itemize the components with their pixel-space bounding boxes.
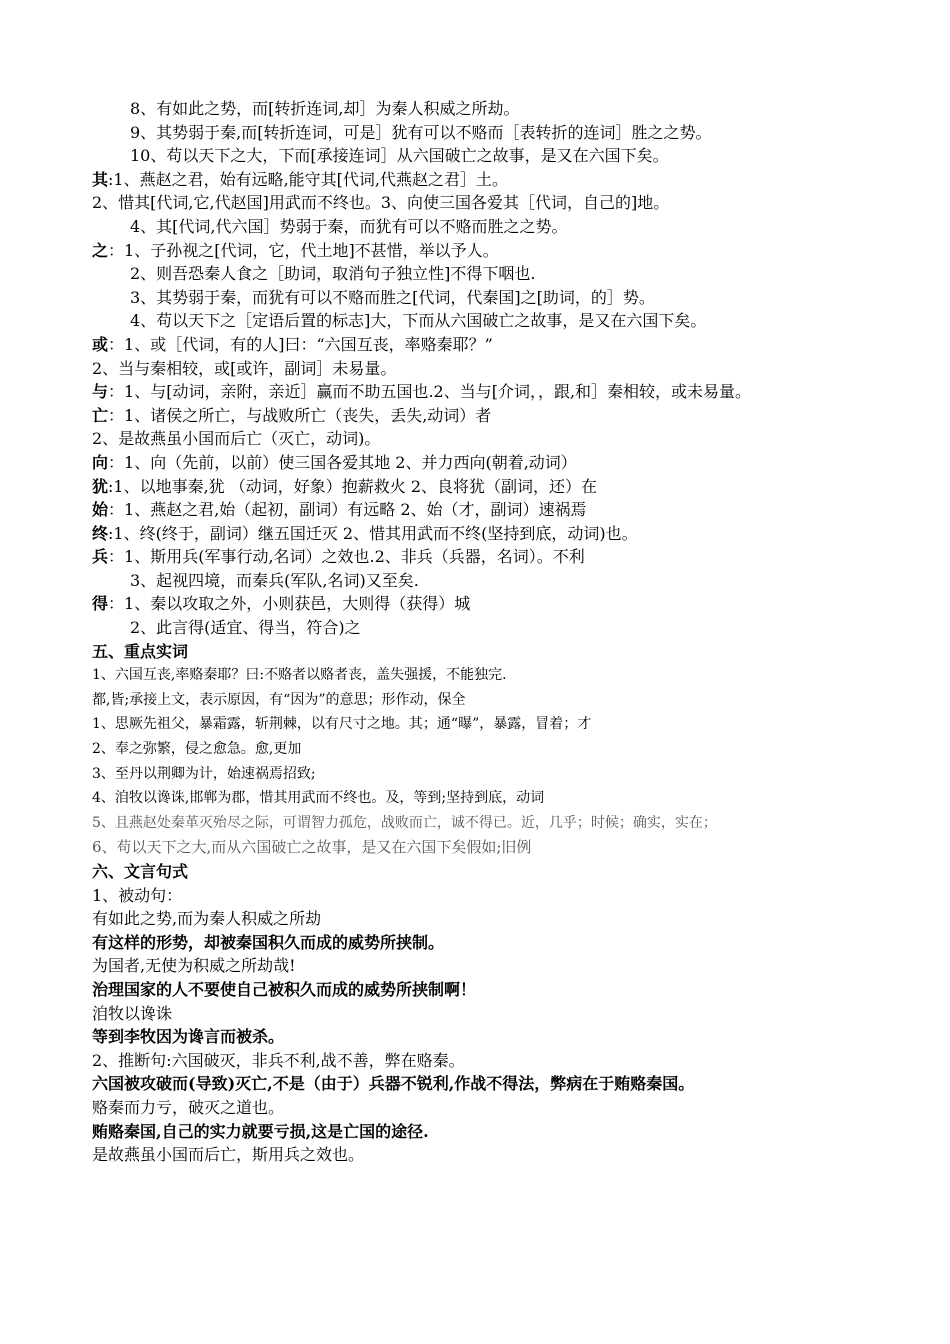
- line-25: 1、六国互丧,率赂秦耶？曰:不赂者以赂者丧，盖失强援，不能独完.: [92, 667, 507, 684]
- line-30: 4、洎牧以谗诛,邯郸为郡，惜其用武而不终也。及，等到;坚持到底，动词: [92, 790, 545, 807]
- line-15: 2、是故燕虽小国而后亡（灭亡，动词)。: [92, 429, 381, 449]
- line-38: 治理国家的人不要使自己被积久而成的威势所挟制啊！: [92, 979, 477, 999]
- line-29: 3、至丹以荆卿为计，始速祸焉招致;: [92, 765, 316, 782]
- line-06: 4、其[代词,代六国］势弱于秦，而犹有可以不赂而胜之之势。: [130, 216, 568, 236]
- line-text: ：1、向（先前，以前）使三国各爱其地 2、并力西向(朝着,动词）: [108, 452, 577, 472]
- section-heading: 六、文言句式: [92, 862, 189, 881]
- line-44: 贿赂秦国,自己的实力就要亏损,这是亡国的途径.: [92, 1121, 429, 1141]
- line-text: ：1、与[动词，亲附，亲近］赢而不助五国也.2、当与[介词，，跟,和］秦相较，或未易量。: [108, 382, 752, 402]
- line-text: ：1、诸侯之所亡，与战败所亡（丧失，丢失,动词）者: [108, 405, 492, 425]
- keyword-heading: 得: [92, 594, 109, 614]
- line-12: 2、当与秦相较，或[或许，副词］未易量。: [92, 358, 397, 378]
- line-10: 4、苟以天下之［定语后置的标志]大，下而从六国破亡之故事，是又在六国下矣。: [130, 311, 707, 331]
- line-14: [92, 404, 872, 428]
- line-text: ：1、斯用兵(军事行动,名词）之效也.2、非兵（兵器，名词）。不利: [108, 547, 585, 567]
- line-20: [92, 545, 872, 569]
- line-26: 都,皆;承接上文，表示原因，有“因为”的意思；形作动，保全: [92, 691, 466, 708]
- line-text: ：1、燕赵之君,始（起初，副词）有远略 2、始（才，副词）速祸焉: [108, 500, 587, 520]
- line-36: 有这样的形势，却被秦国积久而成的威势所挟制。: [92, 932, 445, 952]
- line-22: [92, 592, 872, 616]
- keyword-heading: 或: [92, 334, 109, 354]
- keyword-heading: 始: [92, 500, 109, 520]
- keyword-heading: 犹: [92, 476, 109, 496]
- line-43: 赂秦而力亏，破灭之道也。: [92, 1097, 285, 1117]
- keyword-heading: 兵: [92, 547, 109, 567]
- line-16: [92, 451, 872, 475]
- line-08: 2、则吾恐秦人食之［助词，取消句子独立性]不得下咽也.: [130, 264, 536, 284]
- line-07: [92, 239, 872, 263]
- line-02: 9、其势弱于秦,而[转折连词，可是］犹有可以不赂而［表转折的连词］胜之之势。: [130, 122, 712, 142]
- line-text: ：1、或［代词，有的人]曰：“六国互丧，率赂秦耶？”: [108, 334, 493, 354]
- line-09: 3、其势弱于秦，而犹有可以不赂而胜之[代词，代秦国]之[助词，的］势。: [130, 287, 655, 307]
- line-05: 2、惜其[代词,它,代赵国]用武而不终也。3、向使三国各爱其［代词，自己的]地。: [92, 193, 670, 213]
- document-page: [92, 97, 872, 1167]
- line-21: 3、起视四境，而秦兵(军队,名词)又至矣.: [130, 570, 419, 590]
- line-text: :1、以地事秦,犹 （动词，好象）抱薪救火 2、良将犹（副词，还）在: [108, 476, 598, 496]
- line-19: [92, 522, 872, 546]
- line-11: [92, 333, 872, 357]
- line-34: 1、被动句：: [92, 885, 183, 905]
- line-37: 为国者,无使为积威之所劫哉!: [92, 956, 296, 976]
- keyword-heading: 向: [92, 452, 109, 472]
- line-42: 六国被攻破而(导致)灭亡,不是（由于）兵器不锐利,作战不得法，弊病在于贿赂秦国。: [92, 1074, 695, 1094]
- keyword-heading: 亡: [92, 405, 109, 425]
- line-39: 洎牧以谗诛: [92, 1003, 173, 1023]
- section-heading: 五、重点实词: [92, 641, 189, 661]
- line-text: :1、燕赵之君，始有远略,能守其[代词,代燕赵之君］土。: [108, 169, 509, 189]
- line-04: [92, 168, 872, 192]
- line-23: 2、此言得(适宜、得当，符合)之: [130, 618, 361, 638]
- line-text: :1、终(终于，副词）继五国迁灭 2、惜其用武而不终(坚持到底，动词)也。: [108, 523, 638, 543]
- keyword-heading: 终: [92, 523, 109, 543]
- line-45: 是故燕虽小国而后亡，斯用兵之效也。: [92, 1145, 365, 1165]
- line-03: 10、苟以天下之大，下而[承接连词］从六国破亡之故事，是又在六国下矣。: [130, 146, 669, 166]
- line-17: [92, 475, 872, 499]
- line-32: 6、苟以天下之大,而从六国破亡之故事，是又在六国下矣假如;旧例: [92, 838, 532, 857]
- keyword-heading: 之: [92, 240, 109, 260]
- keyword-heading: 与: [92, 382, 109, 402]
- line-01: 8、有如此之势，而[转折连词,却］为秦人积威之所劫。: [130, 99, 520, 118]
- line-text: ：1、秦以攻取之外，小则获邑，大则得（获得）城: [108, 594, 471, 614]
- line-27: 1、思厥先祖父，暴霜露，斩荆棘，以有尺寸之地。其；通“曝”，暴露，冒着；才: [92, 716, 592, 733]
- line-31: 5、且燕赵处秦革灭殆尽之际，可谓智力孤危，战败而亡，诚不得已。近，几乎；时候；确实，实在；: [92, 814, 717, 831]
- line-13: [92, 380, 862, 404]
- line-18: [92, 498, 872, 522]
- keyword-heading: 其: [92, 169, 109, 189]
- line-41: 2、推断句:六国破灭，非兵不利,战不善，弊在赂秦。: [92, 1050, 465, 1070]
- line-text: ：1、子孙视之[代词，它，代土地]不甚惜，举以予人。: [108, 240, 499, 260]
- line-35: 有如此之势,而为秦人积威之所劫: [92, 909, 322, 929]
- line-40: 等到李牧因为谗言而被杀。: [92, 1027, 285, 1047]
- line-28: 2、奉之弥繁，侵之愈急。愈,更加: [92, 741, 302, 758]
